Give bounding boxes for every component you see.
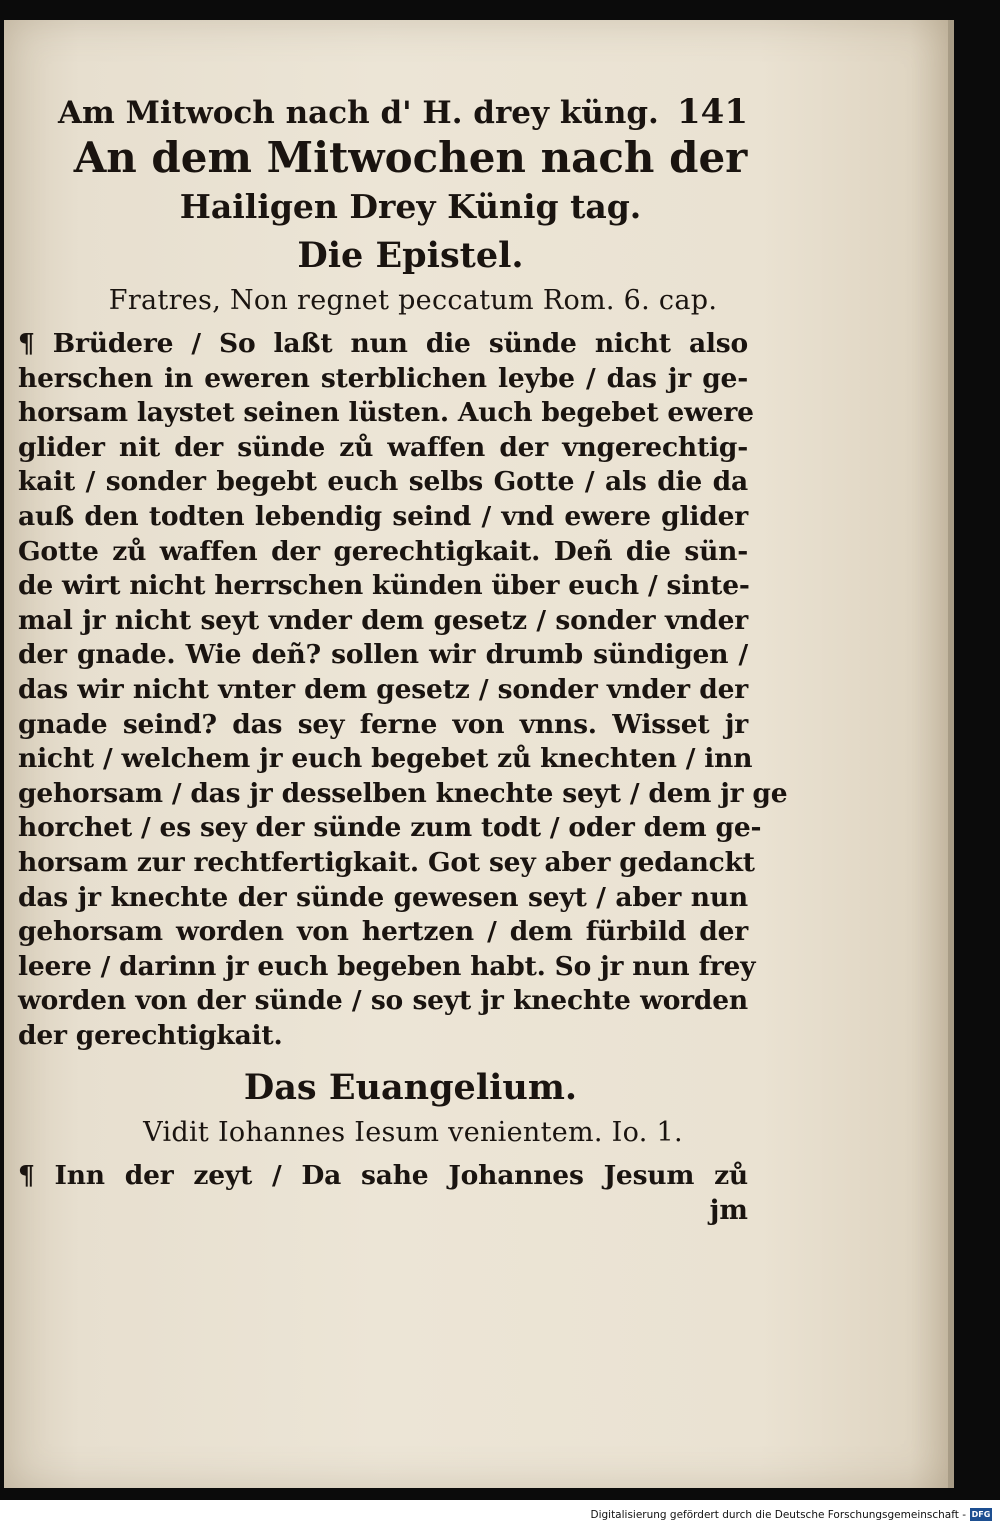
book-page [4, 20, 954, 1488]
gospel-line: ¶ Inn der zeyt / Da sahe Johannes Jesum zů [18, 1160, 748, 1192]
epistle-line: nicht / welchem jr euch begebet zů knechten / inn [18, 743, 753, 775]
gospel-heading: Das Euangelium. [243, 1067, 578, 1109]
catchword: jm [709, 1195, 748, 1227]
epistle-line: leere / darinn jr euch begeben habt. So jr nun frey [18, 950, 756, 982]
running-head [18, 92, 748, 133]
running-head-text: Am Mitwoch nach d' H. drey küng. [58, 95, 659, 131]
epistle-line: auß den todten lebendig seind / vnd ewere glider [18, 500, 748, 532]
epistle-line: der gerechtigkait. [18, 1019, 283, 1051]
footer-credit: Digitalisierung gefördert durch die Deutsche Forschungsgemeinschaft - [590, 1509, 966, 1521]
footer-bar [0, 1500, 1000, 1530]
epistle-line: mal jr nicht seyt vnder dem gesetz / sonder vnder [18, 604, 748, 636]
epistle-line: horsam laystet seinen lüsten. Auch begebet ewere [18, 397, 754, 429]
gospel-latin-incipit: Vidit Iohannes Iesum venientem. Io. 1. [143, 1117, 683, 1149]
epistle-line: horchet / es sey der sünde zum todt / oder dem ge- [18, 812, 762, 844]
page-subtitle: Hailigen Drey Künig tag. [179, 187, 642, 226]
epistle-line: der gnade. Wie deñ? sollen wir drumb sündigen / [18, 639, 748, 671]
page-title: An dem Mitwochen nach der [73, 133, 748, 182]
epistle-line: das wir nicht vnter dem gesetz / sonder vnder der [18, 673, 748, 705]
epistle-line: worden von der sünde / so seyt jr knechte worden [18, 985, 748, 1017]
epistle-line: herschen in eweren sterblichen leybe / das jr ge- [18, 362, 748, 394]
epistle-body [18, 327, 788, 1053]
epistle-latin-incipit: Fratres, Non regnet peccatum Rom. 6. cap. [108, 285, 718, 316]
epistle-line: Gotte zů waffen der gerechtigkait. Deñ die sün- [18, 535, 748, 567]
epistle-line: das jr knechte der sünde gewesen seyt / aber nun [18, 881, 748, 913]
epistle-line: ¶ Brüdere / So laßt nun die sünde nicht also [18, 328, 748, 359]
epistle-line: glider nit der sünde zů waffen der vngerechtig- [18, 431, 748, 463]
epistle-line: de wirt nicht herrschen künden über euch / sinte- [18, 570, 750, 602]
dfg-logo-icon: DFG [971, 1510, 991, 1519]
epistle-line: horsam zur rechtfertigkait. Got sey aber gedanckt [18, 846, 755, 878]
epistle-line: kait / sonder begebt euch selbs Gotte / als die da [18, 466, 748, 498]
epistle-line: gehorsam / das jr desselben knechte seyt / dem jr ge [18, 777, 788, 809]
gospel-body [18, 1159, 748, 1194]
epistle-heading: Die Epistel. [297, 235, 524, 276]
page-text-block [18, 92, 788, 1228]
epistle-line: gnade seind? das sey ferne von vnns. Wisset jr [18, 708, 748, 740]
epistle-line: gehorsam worden von hertzen / dem fürbild der [18, 916, 748, 948]
folio-number: 141 [677, 92, 748, 132]
